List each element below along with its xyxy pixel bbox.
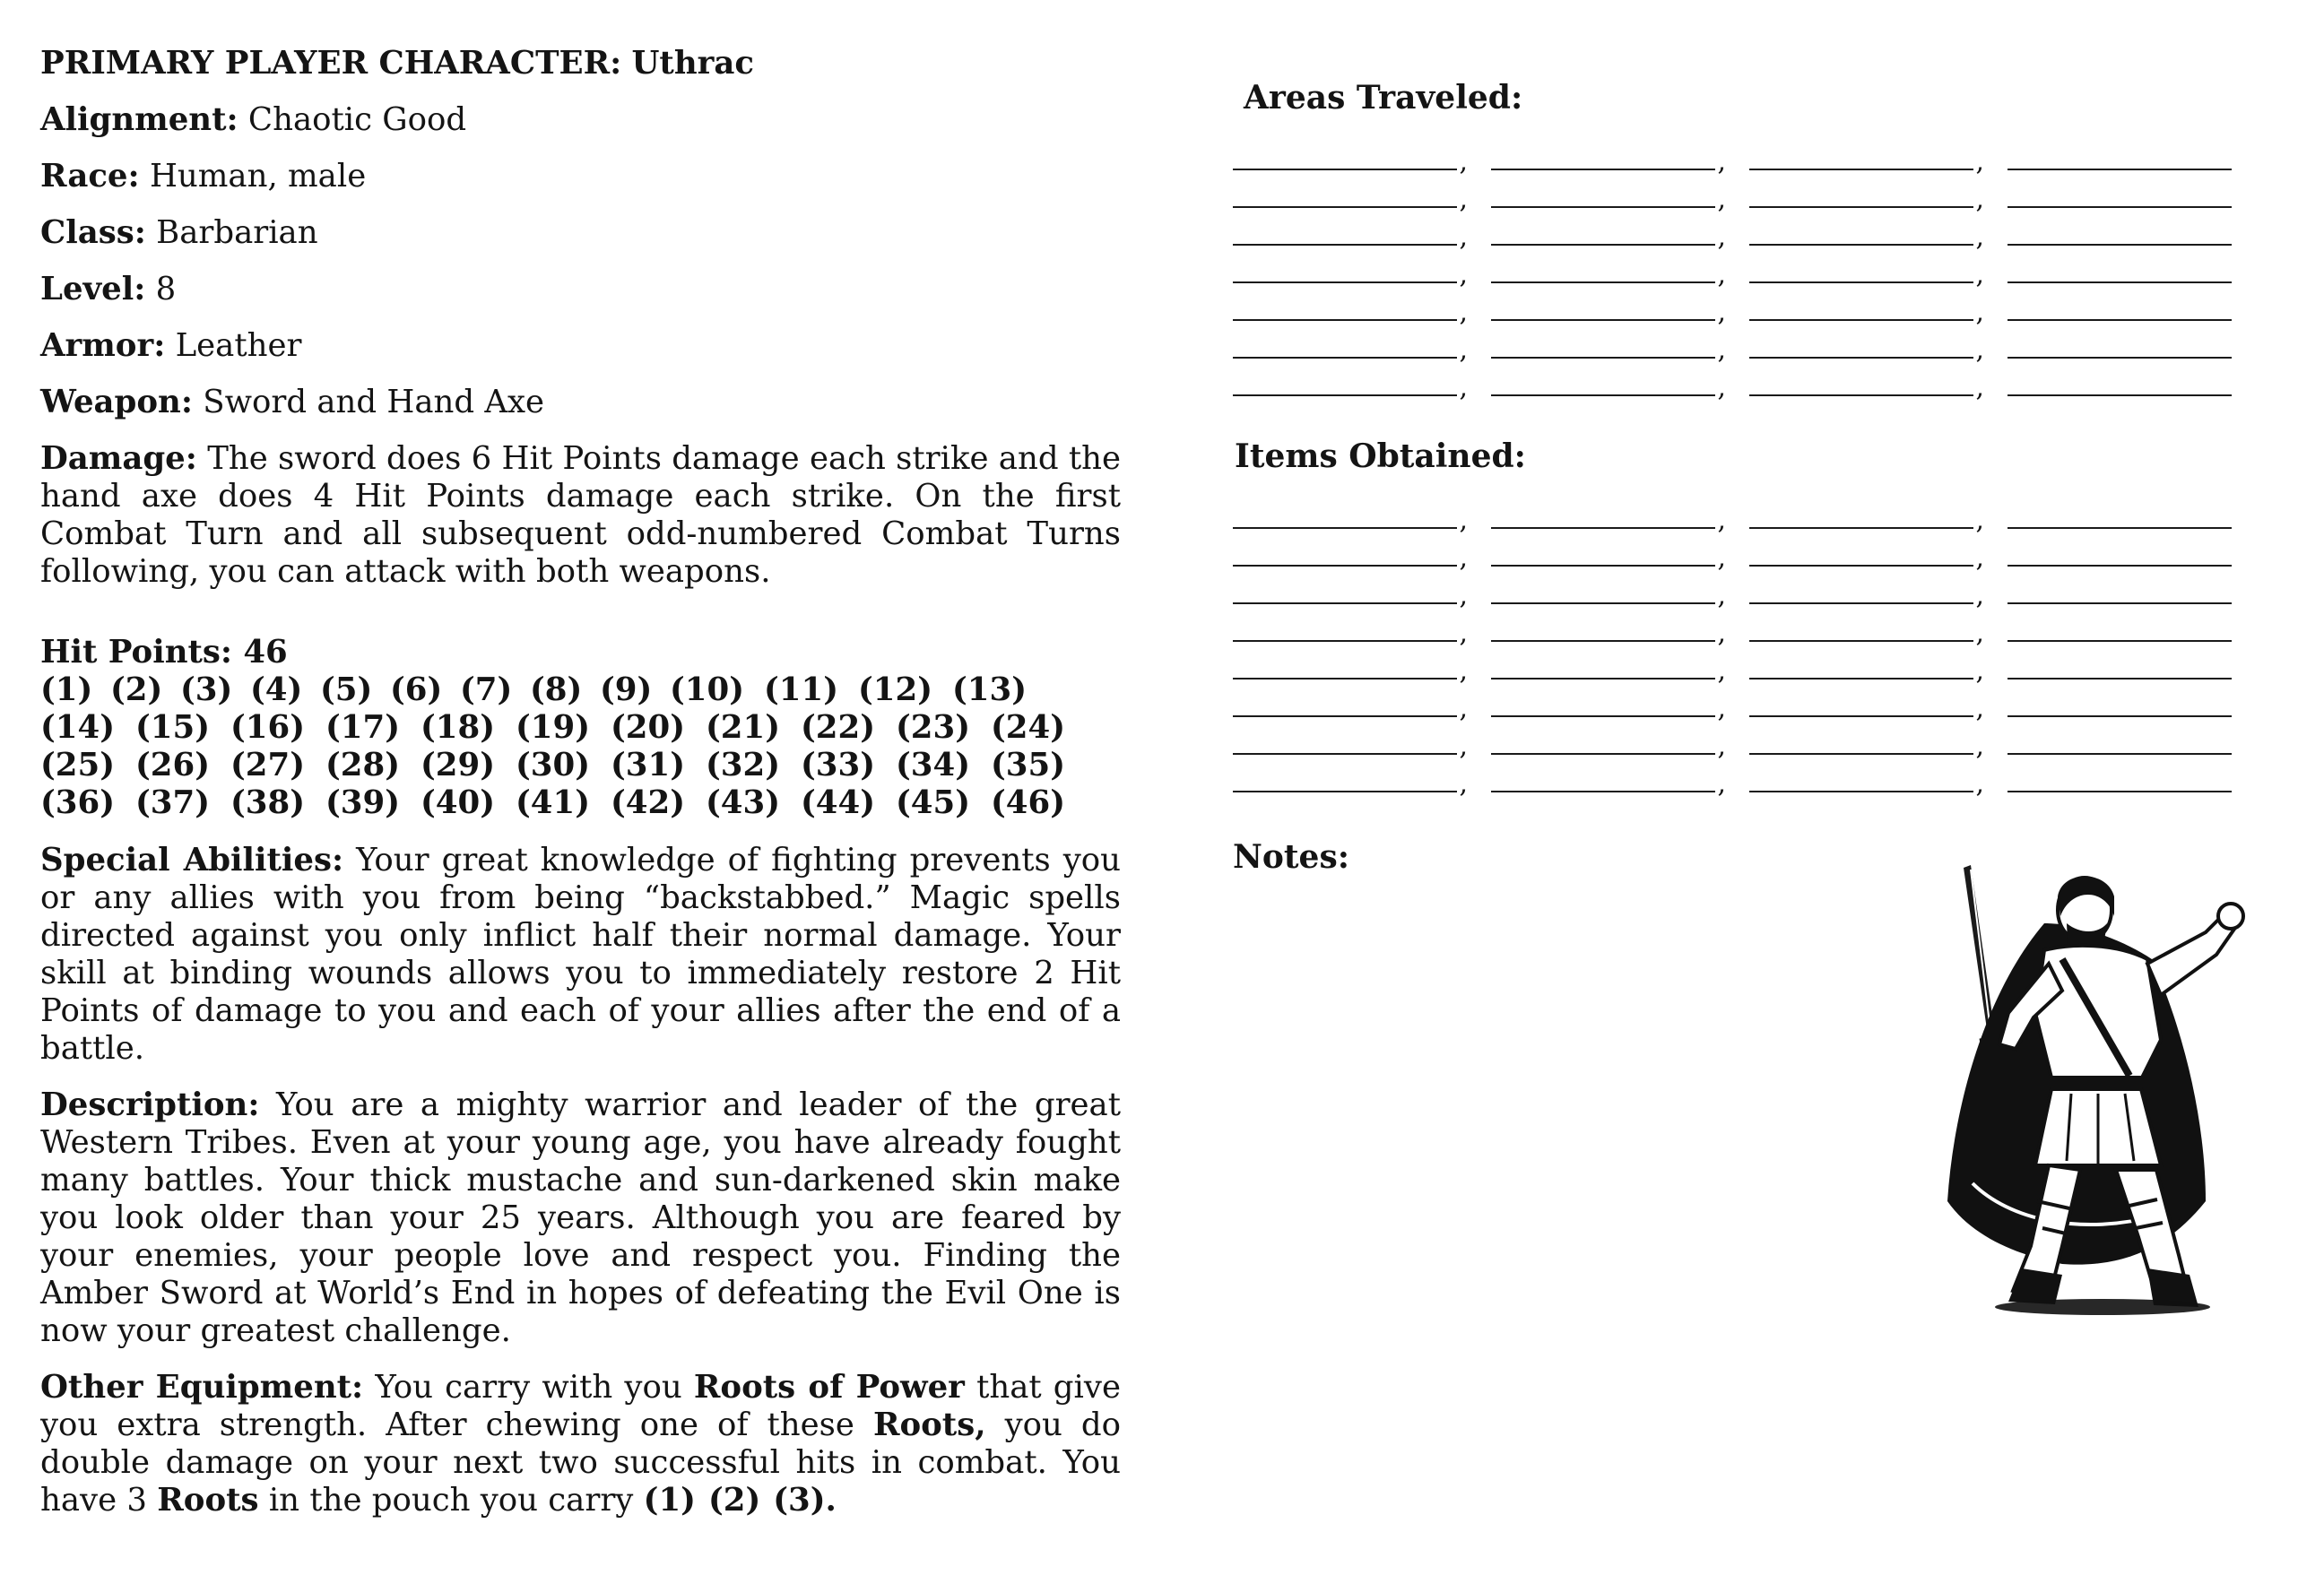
hit-point-box[interactable]: (32) [706,747,780,783]
area-traveled-row [1233,283,2242,321]
area-traveled-blank[interactable] [1233,281,1457,283]
item-obtained-blank[interactable] [1749,678,1973,679]
hit-point-box[interactable]: (28) [325,747,400,783]
hit-point-box[interactable]: (7) [460,671,513,708]
race-value: Human, male [149,158,367,195]
area-traveled-blank[interactable] [1233,169,1457,170]
item-obtained-row [1233,642,2242,679]
alignment-value: Chaotic Good [247,101,467,138]
hit-point-box[interactable]: (22) [801,709,875,746]
hit-point-box[interactable]: (44) [801,784,875,821]
area-traveled-blank[interactable] [1233,319,1457,321]
hit-point-box[interactable]: (39) [325,784,400,821]
item-obtained-blank[interactable] [1233,715,1457,717]
hit-point-box[interactable]: (12) [858,671,932,708]
root-box-1[interactable]: (1) [643,1482,696,1519]
hit-point-box[interactable]: (30) [516,747,590,783]
hit-points-value: 46 [243,634,288,671]
hit-point-box[interactable]: (21) [706,709,780,746]
item-obtained-blank[interactable] [1749,565,1973,567]
item-obtained-row [1233,679,2242,717]
hit-point-box[interactable]: (15) [135,709,210,746]
hit-point-box[interactable]: (8) [530,671,583,708]
hit-point-box[interactable]: (19) [516,709,590,746]
hit-point-box[interactable]: (38) [230,784,305,821]
area-traveled-row [1233,246,2242,283]
special-abilities-text: Your great knowledge of fighting prevents you or any allies with you from being “backstabbed.” Magic spells directed against you only inflict half their normal damage. Your skill at binding wounds allows you to immediately restore 2 Hit Points of damage to you and each of your allies after the end of a battle. [40,842,1121,1067]
equipment-text-3: you do double damage on your next two successful hits in combat. You have 3 [40,1407,1122,1519]
weapon-value: Sword and Hand Axe [203,384,545,420]
other-equipment-label: Other Equipment: [40,1369,364,1406]
area-traveled-blank[interactable] [1491,169,1715,170]
item-obtained-row [1233,529,2242,567]
alignment-label: Alignment: [40,101,238,138]
hit-point-row [40,671,1121,709]
item-obtained-blank[interactable] [2007,791,2232,792]
item-obtained-blank[interactable] [2007,753,2232,755]
item-obtained-blank[interactable] [1749,602,1973,604]
root-box-2[interactable]: (2) [707,1482,761,1519]
area-traveled-row [1233,321,2242,359]
area-traveled-blank[interactable] [1491,319,1715,321]
items-obtained-grid [1233,491,2242,792]
hit-point-row [40,747,1121,784]
character-title-label: PRIMARY PLAYER CHARACTER: [40,45,622,82]
description-label: Description: [40,1086,260,1123]
hit-point-box[interactable]: (18) [421,709,495,746]
item-obtained-blank[interactable] [2007,565,2232,567]
character-name-row [40,45,1121,82]
hit-point-box[interactable]: (36) [40,784,115,821]
area-traveled-blank[interactable] [1749,319,1973,321]
area-traveled-blank[interactable] [2007,357,2232,359]
area-traveled-blank[interactable] [2007,281,2232,283]
item-obtained-blank[interactable] [1233,753,1457,755]
armor-value: Leather [175,327,302,364]
hit-point-box[interactable]: (2) [110,671,163,708]
description-paragraph [40,1086,1121,1350]
item-obtained-row [1233,755,2242,792]
area-traveled-row [1233,133,2242,170]
damage-paragraph [40,440,1121,591]
roots-term-2: Roots [157,1482,259,1519]
hit-points-label: Hit Points: [40,634,232,671]
area-traveled-blank[interactable] [1749,206,1973,208]
hit-point-box[interactable]: (14) [40,709,115,746]
item-obtained-blank[interactable] [2007,602,2232,604]
hit-point-box[interactable]: (13) [952,671,1027,708]
areas-traveled-grid [1233,133,2242,396]
hit-point-box[interactable]: (42) [611,784,685,821]
item-obtained-blank[interactable] [2007,715,2232,717]
hit-point-box[interactable]: (26) [135,747,210,783]
level-label: Level: [40,271,146,307]
area-traveled-blank[interactable] [1491,281,1715,283]
hit-point-box[interactable]: (43) [706,784,780,821]
other-equipment-paragraph [40,1369,1121,1519]
hit-point-box[interactable]: (33) [801,747,875,783]
race-row [40,158,1121,195]
hit-points-heading [40,634,1121,671]
level-value: 8 [155,271,177,307]
item-obtained-blank[interactable] [1749,791,1973,792]
hit-point-box[interactable]: (10) [670,671,744,708]
hit-point-box[interactable]: (34) [896,747,970,783]
weapon-row [40,384,1121,421]
area-traveled-blank[interactable] [1233,357,1457,359]
item-obtained-blank[interactable] [1491,678,1715,679]
area-traveled-blank[interactable] [1491,206,1715,208]
hit-point-box[interactable]: (6) [390,671,443,708]
item-obtained-row [1233,491,2242,529]
hit-point-box[interactable]: (5) [320,671,373,708]
hit-point-box[interactable]: (16) [230,709,305,746]
item-obtained-blank[interactable] [1749,527,1973,529]
hit-point-box[interactable]: (1) [40,671,93,708]
area-traveled-row [1233,359,2242,396]
item-obtained-blank[interactable] [1491,753,1715,755]
area-traveled-blank[interactable] [1233,244,1457,246]
hit-point-box[interactable]: (17) [325,709,400,746]
item-obtained-blank[interactable] [1233,640,1457,642]
barbarian-warrior-illustration [1937,861,2259,1318]
hit-point-box[interactable]: (41) [516,784,590,821]
item-obtained-blank[interactable] [2007,640,2232,642]
area-traveled-row [1233,208,2242,246]
armor-row [40,327,1121,365]
hit-point-box[interactable]: (35) [991,747,1065,783]
character-sheet [40,45,1121,1538]
area-traveled-blank[interactable] [2007,169,2232,170]
level-row [40,271,1121,308]
item-obtained-row [1233,717,2242,755]
special-abilities-paragraph [40,842,1121,1068]
area-traveled-blank[interactable] [2007,319,2232,321]
item-obtained-blank[interactable] [1233,565,1457,567]
area-traveled-blank[interactable] [1749,244,1973,246]
area-traveled-blank[interactable] [2007,244,2232,246]
item-obtained-blank[interactable] [1491,715,1715,717]
item-obtained-blank[interactable] [2007,678,2232,679]
item-obtained-blank[interactable] [1491,565,1715,567]
item-obtained-row [1233,604,2242,642]
roots-term: Roots, [872,1407,986,1443]
class-value: Barbarian [156,214,318,251]
area-traveled-blank[interactable] [1749,169,1973,170]
item-obtained-blank[interactable] [2007,527,2232,529]
hit-point-box[interactable]: (11) [764,671,838,708]
hit-point-box[interactable]: (20) [611,709,685,746]
class-label: Class: [40,214,146,251]
alignment-row [40,101,1121,139]
area-traveled-blank[interactable] [1749,394,1973,396]
item-obtained-blank[interactable] [1233,602,1457,604]
item-obtained-row [1233,567,2242,604]
area-traveled-blank[interactable] [1749,357,1973,359]
hit-point-box[interactable]: (46) [991,784,1065,821]
equipment-text-4: in the pouch you carry [268,1482,634,1519]
root-box-3[interactable]: (3). [773,1482,837,1519]
hit-point-row [40,709,1121,747]
area-traveled-blank[interactable] [1749,281,1973,283]
area-traveled-blank[interactable] [2007,206,2232,208]
item-obtained-blank[interactable] [1749,715,1973,717]
hit-point-box[interactable]: (45) [896,784,970,821]
area-traveled-row [1233,170,2242,208]
items-obtained-label: Items Obtained: [1235,437,1526,475]
equipment-text-2: that give you extra strength. After chewing one of these [40,1369,1121,1443]
hit-point-row [40,784,1121,822]
item-obtained-blank[interactable] [1491,791,1715,792]
description-text: You are a mighty warrior and leader of the great Western Tribes. Even at your young age, you have already fought many battles. Your thick mustache and sun-darkened skin make you look older than your 25 years. Although you are feared by your enemies, your people love and respect you. Finding the Amber Sword at World’s End in hopes of defeating the Evil One is now your greatest challenge. [40,1086,1121,1349]
damage-label: Damage: [40,440,197,477]
area-traveled-blank[interactable] [1491,244,1715,246]
hit-point-box[interactable]: (3) [180,671,233,708]
area-traveled-blank[interactable] [1233,206,1457,208]
armor-label: Armor: [40,327,166,364]
hit-point-box[interactable]: (31) [611,747,685,783]
hit-point-box[interactable]: (29) [421,747,495,783]
character-name: Uthrac [631,45,754,82]
class-row [40,214,1121,252]
item-obtained-blank[interactable] [1491,527,1715,529]
hit-point-tracker [40,671,1121,822]
hit-point-box[interactable]: (27) [230,747,305,783]
damage-text: The sword does 6 Hit Points damage each strike and the hand axe does 4 Hit Points damage each strike. On the first Combat Turn and all subsequent odd-numbered Combat Turns following, you can attack with both weapons. [40,440,1121,590]
hit-point-box[interactable]: (23) [896,709,970,746]
item-obtained-blank[interactable] [1491,602,1715,604]
weapon-label: Weapon: [40,384,193,420]
hit-point-box[interactable]: (37) [135,784,210,821]
area-traveled-blank[interactable] [1233,394,1457,396]
area-traveled-blank[interactable] [1491,394,1715,396]
item-obtained-blank[interactable] [1749,640,1973,642]
item-obtained-blank[interactable] [1491,640,1715,642]
item-obtained-blank[interactable] [1233,527,1457,529]
race-label: Race: [40,158,140,195]
hit-point-box[interactable]: (24) [991,709,1065,746]
special-abilities-label: Special Abilities: [40,842,344,879]
notes-label: Notes: [1233,838,1350,876]
area-traveled-blank[interactable] [1491,357,1715,359]
equipment-text-1: You carry with you [375,1369,682,1406]
hit-point-box[interactable]: (40) [421,784,495,821]
area-traveled-blank[interactable] [2007,394,2232,396]
item-obtained-blank[interactable] [1749,753,1973,755]
areas-traveled-label: Areas Traveled: [1244,79,1523,117]
hit-point-box[interactable]: (9) [600,671,653,708]
item-obtained-blank[interactable] [1233,678,1457,679]
hit-point-box[interactable]: (4) [250,671,303,708]
item-obtained-blank[interactable] [1233,791,1457,792]
roots-of-power-term: Roots of Power [693,1369,965,1406]
hit-point-box[interactable]: (25) [40,747,115,783]
